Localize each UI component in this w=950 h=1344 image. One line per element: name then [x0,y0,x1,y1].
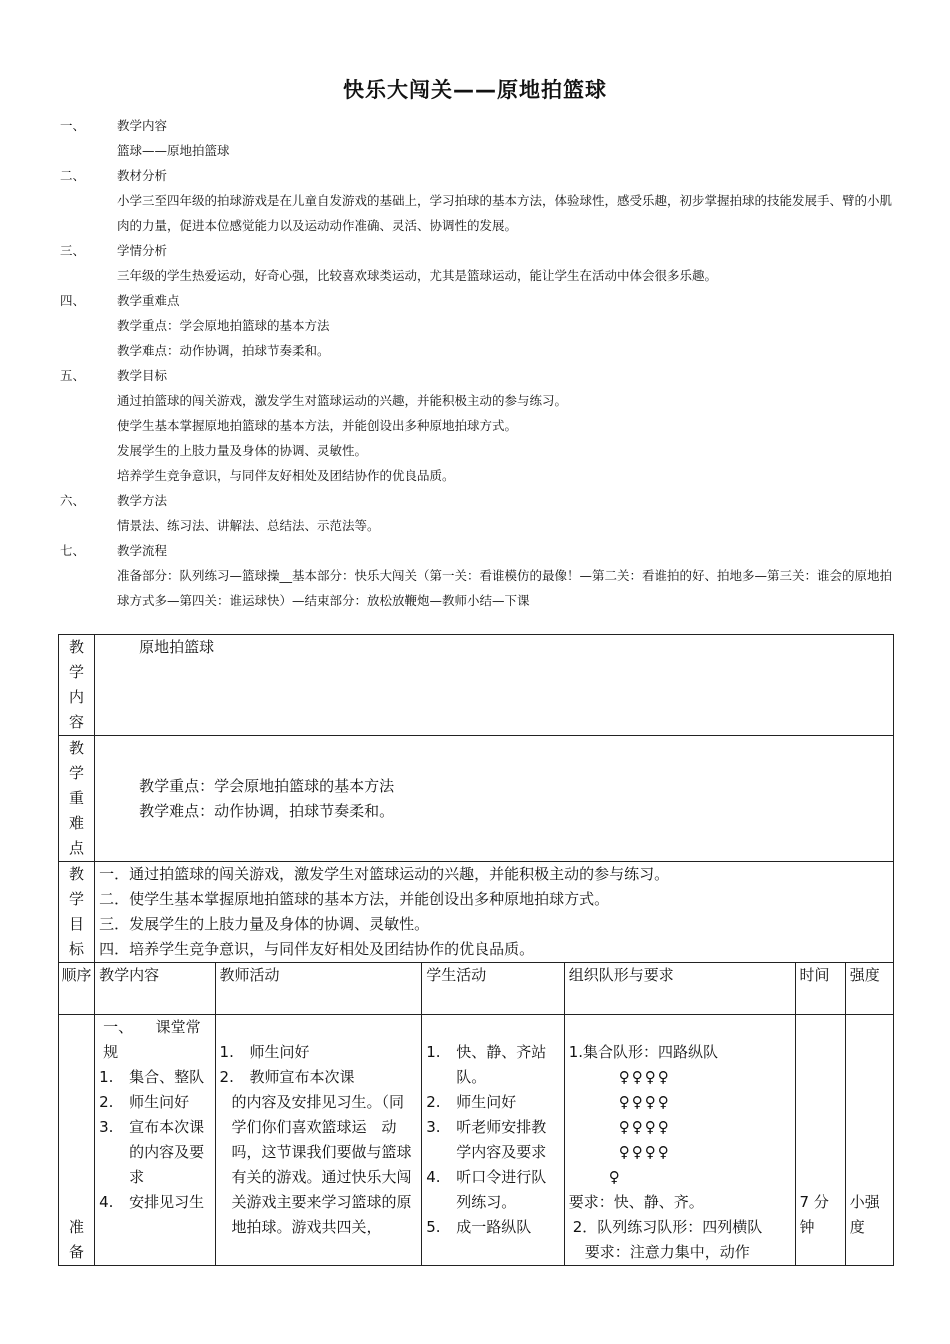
section-line: 使学生基本掌握原地拍篮球的基本方法，并能创设出多种原地拍球方式。 [117,418,518,433]
section-body [60,388,900,488]
item-number: 1. [219,1043,234,1061]
key-points-value [95,736,894,862]
section-heading [60,488,900,513]
item-number: 三． [99,915,130,933]
label-char: 学 [69,890,85,908]
header-row [59,963,894,1015]
document-title: 快乐大闯关——原地拍篮球 [343,78,607,102]
section-title: 教学内容 [117,118,168,133]
item-text: 师生问好 [249,1043,310,1061]
org-line-3: 要求：注意力集中，动作 [584,1243,750,1261]
item-number: 2. [99,1093,114,1111]
teacher-paragraph: 的内容及安排见习生。（同学们你们喜欢篮球运 动吗，这节课我们要做与篮球有关的游戏。通过快乐大闯关游戏主要来学习篮球的原地拍球。游戏共四关， [231,1093,412,1236]
lesson-plan-table [58,634,894,1266]
section-number: 三、 [60,243,86,258]
row-key-difficult-points [59,736,894,862]
section-body [60,563,900,613]
goal-item [99,862,889,887]
label-char: 点 [69,839,85,857]
header-order: 顺序 [59,963,95,1015]
item-text: 听老师安排教学内容及要求 [456,1118,547,1161]
section-title: 教学重难点 [117,293,180,308]
item-number: 3. [426,1118,441,1136]
item-text: 安排见习生 [129,1193,205,1211]
section-number: 四、 [60,293,86,308]
section-line: 三年级的学生热爱运动，好奇心强，比较喜欢球类运动，尤其是篮球运动，能让学生在活动中体会很多乐趣。 [117,268,718,283]
student-item [426,1040,559,1090]
outline-section [60,113,900,163]
section-heading [60,288,900,313]
difficult-point-line: 教学难点：动作协调，拍球节奏柔和。 [139,801,395,820]
prep-time: 7 分钟 [795,1015,845,1266]
label-key-points [59,736,95,862]
header-content: 教学内容 [95,963,215,1015]
section-line: 培养学生竞争意识，与同伴友好相处及团结协作的优良品质。 [117,468,455,483]
section-line: 发展学生的上肢力量及身体的协调、灵敏性。 [117,443,368,458]
header-student: 学生活动 [422,963,564,1015]
section-heading [60,163,900,188]
item-number: 2. [426,1093,441,1111]
section-title: 教学流程 [117,543,168,558]
item-text: 师生问好 [129,1093,190,1111]
prep-order [59,1015,95,1266]
item-text: 师生问好 [456,1093,517,1111]
goal-item [99,912,889,937]
item-text: 快、静、齐站队。 [456,1043,547,1086]
content-item [99,1190,210,1215]
header-teacher: 教师活动 [215,963,422,1015]
lesson-outline [60,113,900,613]
item-text: 通过拍篮球的闯关游戏，激发学生对篮球运动的兴趣，并能积极主动的参与练习。 [129,865,670,883]
item-number: 5. [426,1218,441,1236]
outline-section [60,163,900,238]
item-text: 发展学生的上肢力量及身体的协调、灵敏性。 [129,915,430,933]
section-heading [60,238,900,263]
label-teaching-goals [59,862,95,963]
section-title: 学情分析 [117,243,168,258]
prep-content [95,1015,215,1266]
section-title: 教学目标 [117,368,168,383]
outline-section [60,488,900,538]
student-item [426,1090,559,1115]
section-line: 小学三至四年级的拍球游戏是在儿童自发游戏的基础上，学习拍球的基本方法，体验球性，感受乐趣，初步掌握拍球的技能发展手、臂的小肌肉的力量，促进本位感觉能力以及运动动作准确、灵活、协调性的发展。 [117,193,893,233]
content-item [99,1065,210,1090]
header-org: 组织队形与要求 [564,963,795,1015]
label-char: 内 [69,688,85,706]
formation-diagram [569,1065,791,1190]
label-char: 备 [69,1243,85,1261]
label-char: 学 [69,764,85,782]
org-line-1: 1.集合队形：四路纵队 [568,1043,719,1061]
prep-row [59,1015,894,1266]
section-line: 情景法、练习法、讲解法、总结法、示范法等。 [117,518,380,533]
label-char: 教 [69,865,85,883]
item-text: 集合、整队 [129,1068,205,1086]
section-number: 一、 [60,118,86,133]
section-title: 教学方法 [117,493,168,508]
section-body [60,513,900,538]
item-text: 成一路纵队 [456,1218,532,1236]
item-number: 1. [99,1068,114,1086]
teacher-item [220,1065,418,1090]
student-item [426,1115,559,1165]
formation-row: ♀♀♀♀ [618,1118,671,1136]
section-heading [60,363,900,388]
teaching-content-value: 原地拍篮球 [95,635,894,736]
item-number: 四． [99,940,130,958]
item-number: 二． [99,890,130,908]
goal-item [99,937,889,962]
label-char: 教 [69,638,85,656]
student-item [426,1215,559,1240]
teaching-goals-value [95,862,894,963]
row-teaching-content [59,635,894,736]
section-heading [60,113,900,138]
label-char: 准 [69,1218,85,1236]
item-text: 教师宣布本次课 [249,1068,355,1086]
item-number: 2. [219,1068,234,1086]
item-number: 4. [426,1168,441,1186]
section-title: 教材分析 [117,168,168,183]
label-char: 教 [69,739,85,757]
label-char: 目 [69,915,85,933]
section-line: 准备部分：队列练习—篮球操__基本部分：快乐大闯关（第一关：看谁模仿的最像！—第二关：看谁拍的好、拍地多—第三关：谁会的原地拍球方式多—第四关：谁运球快）—结束部分：放松放鞭炮—教师小结—下课 [117,568,893,608]
student-item [426,1165,559,1215]
section-number: 五、 [60,368,86,383]
section-number: 二、 [60,168,86,183]
item-text: 宣布本次课的内容及要求 [129,1118,205,1186]
label-char: 重 [69,789,85,807]
section-line: 通过拍篮球的闯关游戏，激发学生对篮球运动的兴趣，并能积极主动的参与练习。 [117,393,568,408]
prep-teacher [215,1015,422,1266]
goal-item [99,887,889,912]
header-time: 时间 [795,963,845,1015]
label-char: 容 [69,713,85,731]
prep-org [564,1015,795,1266]
label-char: 标 [69,940,85,958]
item-number: 1. [426,1043,441,1061]
section-number: 七、 [60,543,86,558]
formation-row: ♀♀♀♀ [618,1143,671,1161]
section-heading [60,538,900,563]
item-text: 听口令进行队列练习。 [456,1168,547,1211]
teacher-item [220,1040,418,1065]
row-teaching-goals [59,862,894,963]
content-item [99,1090,210,1115]
header-intensity: 强度 [845,963,893,1015]
outline-section [60,538,900,613]
key-point-line: 教学重点：学会原地拍篮球的基本方法 [139,776,395,795]
outline-section [60,363,900,488]
prep-intensity: 小强度 [845,1015,893,1266]
item-number: 3. [99,1118,114,1136]
org-line-2: 2．队列练习队形：四列横队 [572,1218,763,1236]
label-char: 难 [69,814,85,832]
section-line: 篮球——原地拍篮球 [117,143,230,158]
formation-row: ♀♀♀♀ [618,1068,671,1086]
formation-row: ♀♀♀♀ [618,1093,671,1111]
item-text: 培养学生竞争意识，与同伴友好相处及团结协作的优良品质。 [129,940,535,958]
outline-section [60,288,900,363]
formation-row: ♀ [608,1168,622,1186]
item-number: 4. [99,1193,114,1211]
section-body [60,263,900,288]
outline-section [60,238,900,288]
section-line: 教学重点：学会原地拍篮球的基本方法 [117,318,330,333]
section-body [60,313,900,363]
label-teaching-content [59,635,95,736]
item-number: 一． [99,865,130,883]
section-body [60,138,900,163]
content-item [99,1115,210,1190]
section-number: 六、 [60,493,86,508]
org-requirement: 要求：快、静、齐。 [568,1193,704,1211]
item-text: 使学生基本掌握原地拍篮球的基本方法，并能创设出多种原地拍球方式。 [129,890,610,908]
section-line: 教学难点：动作协调，拍球节奏柔和。 [117,343,330,358]
label-char: 学 [69,663,85,681]
prep-student [422,1015,564,1266]
prep-content-title: 一、 课堂常规 [103,1018,201,1061]
section-body [60,188,900,238]
